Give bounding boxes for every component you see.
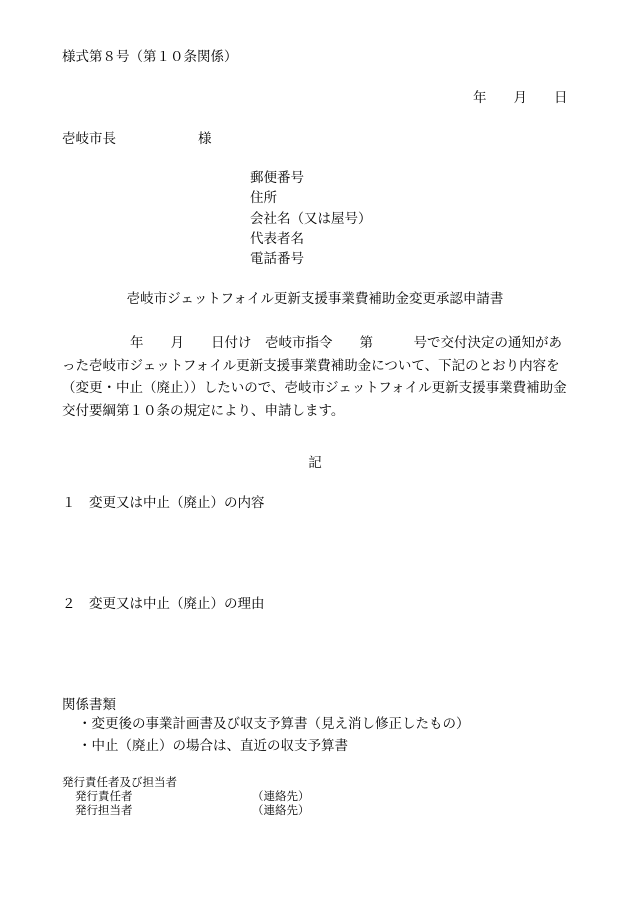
body-text — [62, 332, 582, 422]
form-number: 様式第８号（第１０条関係） — [62, 49, 238, 65]
body-line-3: （変更・中止（廃止））したいので、壱岐市ジェットフォイル更新支援事業費補助金 — [62, 380, 567, 396]
date-year-label: 年 — [473, 90, 487, 106]
representative-label: 代表者名 — [250, 230, 304, 247]
document-title: 壱岐市ジェットフォイル更新支援事業費補助金変更承認申請書 — [126, 291, 504, 307]
date-line — [473, 92, 568, 106]
issuer-contact: （連絡先） — [252, 803, 310, 817]
address-label: 住所 — [250, 190, 277, 207]
body-line-2: った壱岐市ジェットフォイル更新支援事業費補助金について、下記のとおり内容を — [62, 357, 560, 374]
date-day-label: 日 — [554, 90, 568, 106]
date-month-label: 月 — [513, 90, 527, 106]
issuer-heading: 発行責任者及び担当者 — [62, 775, 177, 789]
body-line-4: 交付要綱第１０条の規定により、申請します。 — [62, 402, 345, 419]
related-docs-heading: 関係書類 — [62, 697, 116, 713]
item-change-content: １ 変更又は中止（廃止）の内容 — [62, 495, 265, 511]
addressee — [62, 131, 212, 147]
issuer-contact: （連絡先） — [252, 789, 310, 803]
issuer-label: 発行責任者 — [75, 789, 133, 803]
related-doc-item: ・変更後の事業計画書及び収支予算書（見え消し修正したもの） — [78, 716, 470, 732]
body-line-1: 年 月 日付け 壱岐市指令 第 号で交付決定の通知があ — [130, 335, 562, 351]
postal-code-label: 郵便番号 — [250, 170, 304, 186]
related-docs-list — [78, 718, 470, 761]
item-change-reason: ２ 変更又は中止（廃止）の理由 — [62, 596, 265, 612]
issuer-row — [62, 803, 310, 819]
related-doc-item: ・中止（廃止）の場合は、直近の収支予算書 — [78, 737, 348, 754]
addressee-honorific: 様 — [198, 131, 212, 147]
issuer-label: 発行担当者 — [75, 803, 133, 817]
company-name-label: 会社名（又は屋号） — [250, 210, 372, 227]
ki-heading: 記 — [308, 455, 322, 471]
issuer-section — [62, 775, 310, 819]
addressee-name: 壱岐市長 — [62, 131, 116, 147]
applicant-fields — [250, 172, 372, 273]
phone-number-label: 電話番号 — [250, 251, 304, 268]
